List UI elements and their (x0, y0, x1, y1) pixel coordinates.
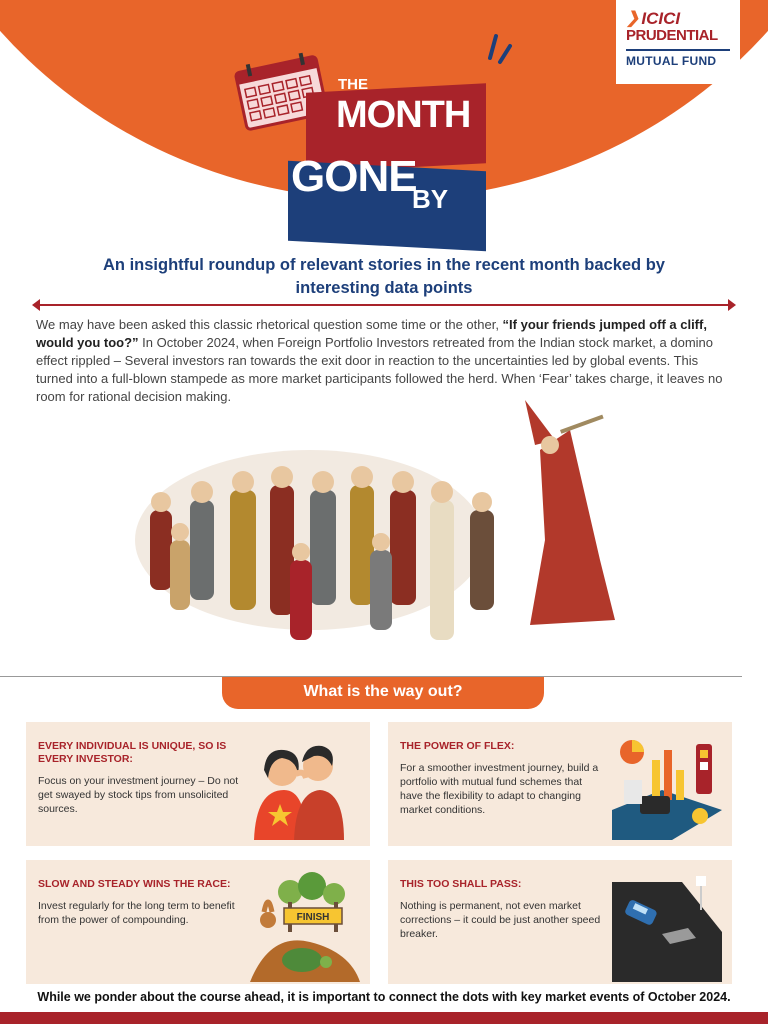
people-whispering-icon (244, 730, 354, 840)
card-heading: THIS TOO SHALL PASS: (400, 878, 522, 890)
logo-line-mutual-fund: MUTUAL FUND (626, 49, 730, 68)
title-graphic (236, 48, 526, 248)
logo-line-icici: ❯ ICICI (626, 9, 681, 28)
bottom-bar (0, 1012, 768, 1024)
card-heading: EVERY INDIVIDUAL IS UNIQUE, SO IS EVERY INVESTOR: (38, 740, 227, 765)
card-body: Nothing is permanent, not even market corrections – it could be just another speed breaker. (400, 900, 601, 940)
intro-paragraph: We may have been asked this classic rhetorical question some time or the other, “If your friends jumped off a cliff, would you too?” In October 2024, when Foreign Portfolio Investors retreated from the Indian stock market, a domino effect rippled – Several investors ran towards the exit door in reaction to the uncertainties led by global events. This turned into a full-blown stampede as more market participants followed the herd. When ‘Fear’ takes charge, it leaves no room for rational decision making. (36, 317, 723, 404)
card-heading: SLOW AND STEADY WINS THE RACE: (38, 878, 231, 890)
footer-note: While we ponder about the course ahead, it is important to connect the dots with key market events of October 2024. (37, 990, 731, 1004)
title-month: MONTH (336, 94, 471, 136)
speed-breaker-road-icon (612, 872, 722, 982)
intro-quote: “If your friends jumped off a cliff, would you too?” (36, 317, 707, 350)
tip-card-slow-and-steady (26, 860, 370, 984)
company-logo (616, 0, 740, 84)
title-gone: GONE (291, 152, 417, 201)
card-body: For a smoother investment journey, build a portfolio with mutual fund schemes that have the flexibility to adapt to changing market conditions. (400, 762, 599, 816)
logo-line-prudential: PRUDENTIAL (626, 27, 718, 44)
pied-piper-illustration (130, 390, 630, 670)
way-out-heading: What is the way out? (222, 677, 544, 709)
portfolio-charts-icon (612, 730, 722, 840)
section-divider (36, 304, 732, 306)
card-heading: THE POWER OF FLEX: (400, 740, 515, 752)
title-by: BY (412, 184, 449, 214)
title-the: THE (338, 76, 368, 93)
logo-swoosh-icon: ❯ (626, 10, 640, 27)
tip-card-unique-investor (26, 722, 370, 846)
tip-card-this-too-shall-pass (388, 860, 732, 984)
card-body: Focus on your investment journey – Do not get swayed by stock tips from unsolicited sources. (38, 775, 239, 815)
finish-sign-text: FINISH (296, 912, 330, 923)
tortoise-finish-icon (250, 872, 360, 982)
sparkle-icon (484, 28, 514, 68)
card-body: Invest regularly for the long term to benefit from the power of compounding. (38, 900, 235, 926)
tip-card-power-of-flex (388, 722, 732, 846)
page-subtitle: An insightful roundup of relevant stories in the recent month backed by interesting data points (103, 256, 665, 297)
